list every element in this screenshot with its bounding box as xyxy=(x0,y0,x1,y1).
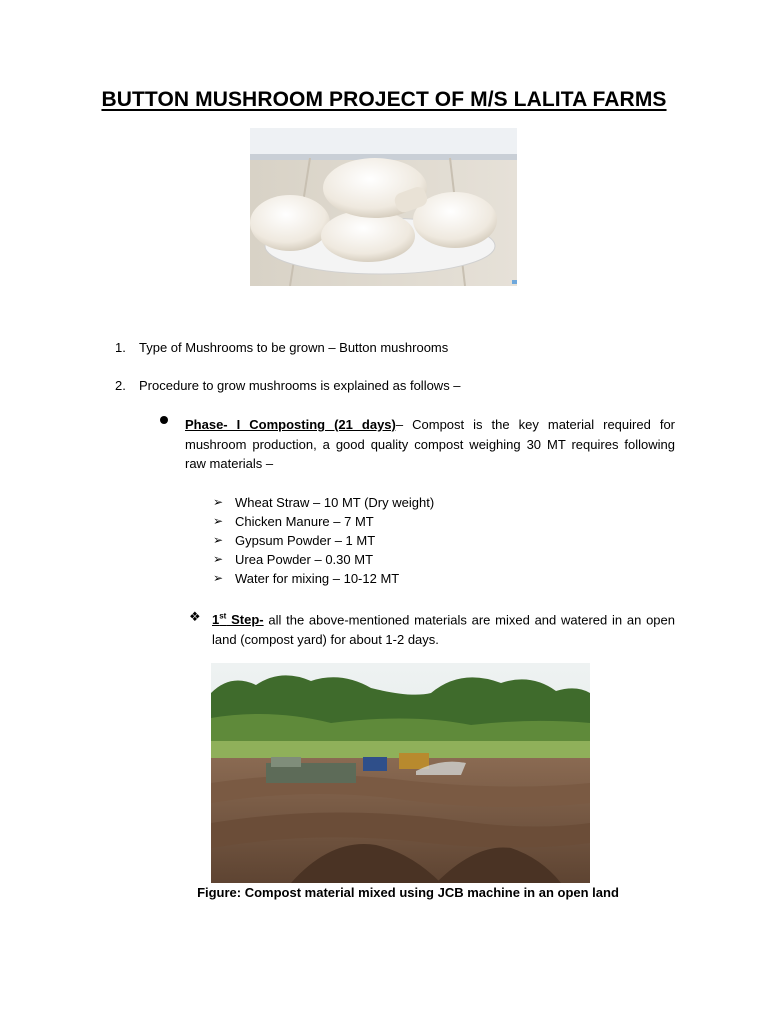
arrow-bullet-icon: ➢ xyxy=(213,533,224,547)
mushroom-photo xyxy=(250,128,517,286)
materials-list xyxy=(213,493,434,588)
list-item: ➢ Urea Powder – 0.30 MT xyxy=(213,552,374,567)
list-number-1: 1. xyxy=(115,340,126,355)
list-item: ➢ Water for mixing – 10-12 MT xyxy=(213,571,400,586)
list-item: ➢ Wheat Straw – 10 MT (Dry weight) xyxy=(213,495,435,510)
phase-text: – Compost is the key material required for mushroom production, a good quality compost weighing 30 MT requires following raw materials – xyxy=(185,417,676,471)
document-title: BUTTON MUSHROOM PROJECT OF M/S LALITA FARMS xyxy=(101,88,667,111)
arrow-bullet-icon: ➢ xyxy=(213,552,224,566)
arrow-bullet-icon: ➢ xyxy=(213,571,224,585)
list-number-2: 2. xyxy=(115,378,126,393)
list-item: ➢ Chicken Manure – 7 MT xyxy=(213,514,374,529)
bullet-icon xyxy=(160,416,168,424)
step-heading: 1st Step- xyxy=(212,612,264,628)
arrow-bullet-icon: ➢ xyxy=(213,514,224,528)
arrow-bullet-icon: ➢ xyxy=(213,495,224,509)
compost-yard-photo xyxy=(211,663,590,883)
phase-heading: Phase- I Composting (21 days) xyxy=(185,417,396,432)
list-item: ➢ Gypsum Powder – 1 MT xyxy=(213,533,376,548)
list-item-mushroom-type: Type of Mushrooms to be grown – Button mushrooms xyxy=(139,340,449,355)
figure-caption: Figure: Compost material mixed using JCB machine in an open land xyxy=(197,885,619,900)
step-paragraph xyxy=(212,607,675,649)
phase-paragraph xyxy=(185,415,675,474)
list-item-procedure: Procedure to grow mushrooms is explained as follows – xyxy=(139,378,461,393)
step-text: all the above-mentioned materials are mixed and watered in an open land (compost yard) for about 1-2 days. xyxy=(212,612,675,647)
diamond-bullet-icon: ❖ xyxy=(189,609,201,624)
